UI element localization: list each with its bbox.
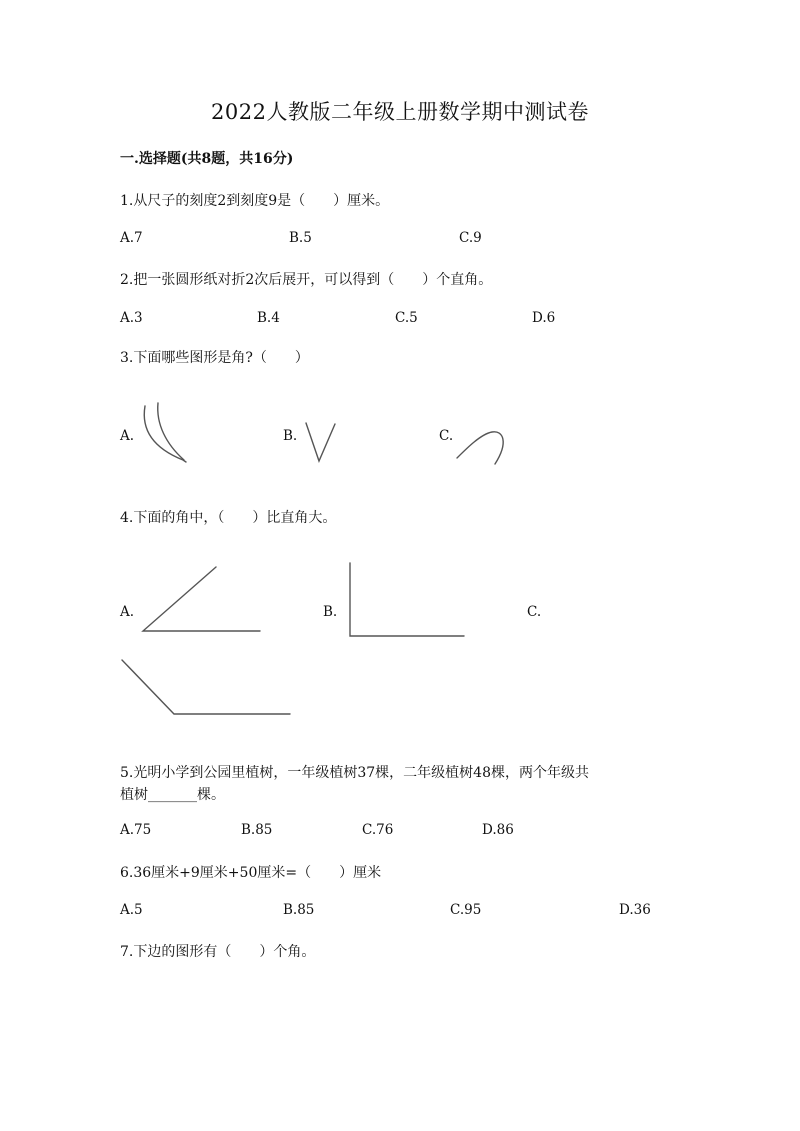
q3-figure-b-angle <box>304 420 338 466</box>
question-1-text: 1.从尺子的刻度2到刻度9是（ ）厘米。 <box>120 193 390 209</box>
q2-option-b[interactable]: B.4 <box>257 310 280 326</box>
q6-option-b[interactable]: B.85 <box>283 902 315 918</box>
question-3-text: 3.下面哪些图形是角?（ ） <box>120 350 309 366</box>
q4-figure-c-obtuse-angle <box>118 655 298 721</box>
q1-option-c[interactable]: C.9 <box>459 230 482 246</box>
q6-option-c[interactable]: C.95 <box>450 902 482 918</box>
page-title: 2022人教版二年级上册数学期中测试卷 <box>211 100 589 124</box>
q5-option-b[interactable]: B.85 <box>241 822 273 838</box>
q3-option-c[interactable]: C. <box>439 428 454 444</box>
q3-figure-c-curve <box>455 420 511 468</box>
q2-option-c[interactable]: C.5 <box>395 310 418 326</box>
q3-figure-a-curved-lines <box>138 400 198 466</box>
q5-option-a[interactable]: A.75 <box>120 822 152 838</box>
q2-option-d[interactable]: D.6 <box>532 310 556 326</box>
q3-option-a[interactable]: A. <box>120 428 135 444</box>
question-2-text: 2.把一张圆形纸对折2次后展开，可以得到（ ）个直角。 <box>120 272 493 288</box>
q1-option-a[interactable]: A.7 <box>120 230 143 246</box>
q6-option-a[interactable]: A.5 <box>120 902 143 918</box>
q6-option-d[interactable]: D.36 <box>619 902 651 918</box>
q5-option-c[interactable]: C.76 <box>362 822 394 838</box>
q3-option-b[interactable]: B. <box>283 428 298 444</box>
q4-option-b[interactable]: B. <box>323 604 338 620</box>
q4-option-c[interactable]: C. <box>527 604 542 620</box>
question-5-text-line2: 植树_______棵。 <box>120 787 225 803</box>
q2-option-a[interactable]: A.3 <box>120 310 143 326</box>
question-6-text: 6.36厘米+9厘米+50厘米=（ ）厘米 <box>120 865 382 881</box>
q1-option-b[interactable]: B.5 <box>289 230 312 246</box>
question-4-text: 4.下面的角中，（ ）比直角大。 <box>120 510 337 526</box>
q4-figure-b-right-angle <box>344 558 470 642</box>
question-7-text: 7.下边的图形有（ ）个角。 <box>120 944 316 960</box>
q4-figure-a-acute-angle <box>138 562 268 638</box>
q4-option-a[interactable]: A. <box>120 604 135 620</box>
q5-option-d[interactable]: D.86 <box>482 822 514 838</box>
question-5-text-line1: 5.光明小学到公园里植树，一年级植树37棵，二年级植树48棵，两个年级共 <box>120 765 589 781</box>
section-heading: 一.选择题(共8题，共16分) <box>120 151 294 167</box>
